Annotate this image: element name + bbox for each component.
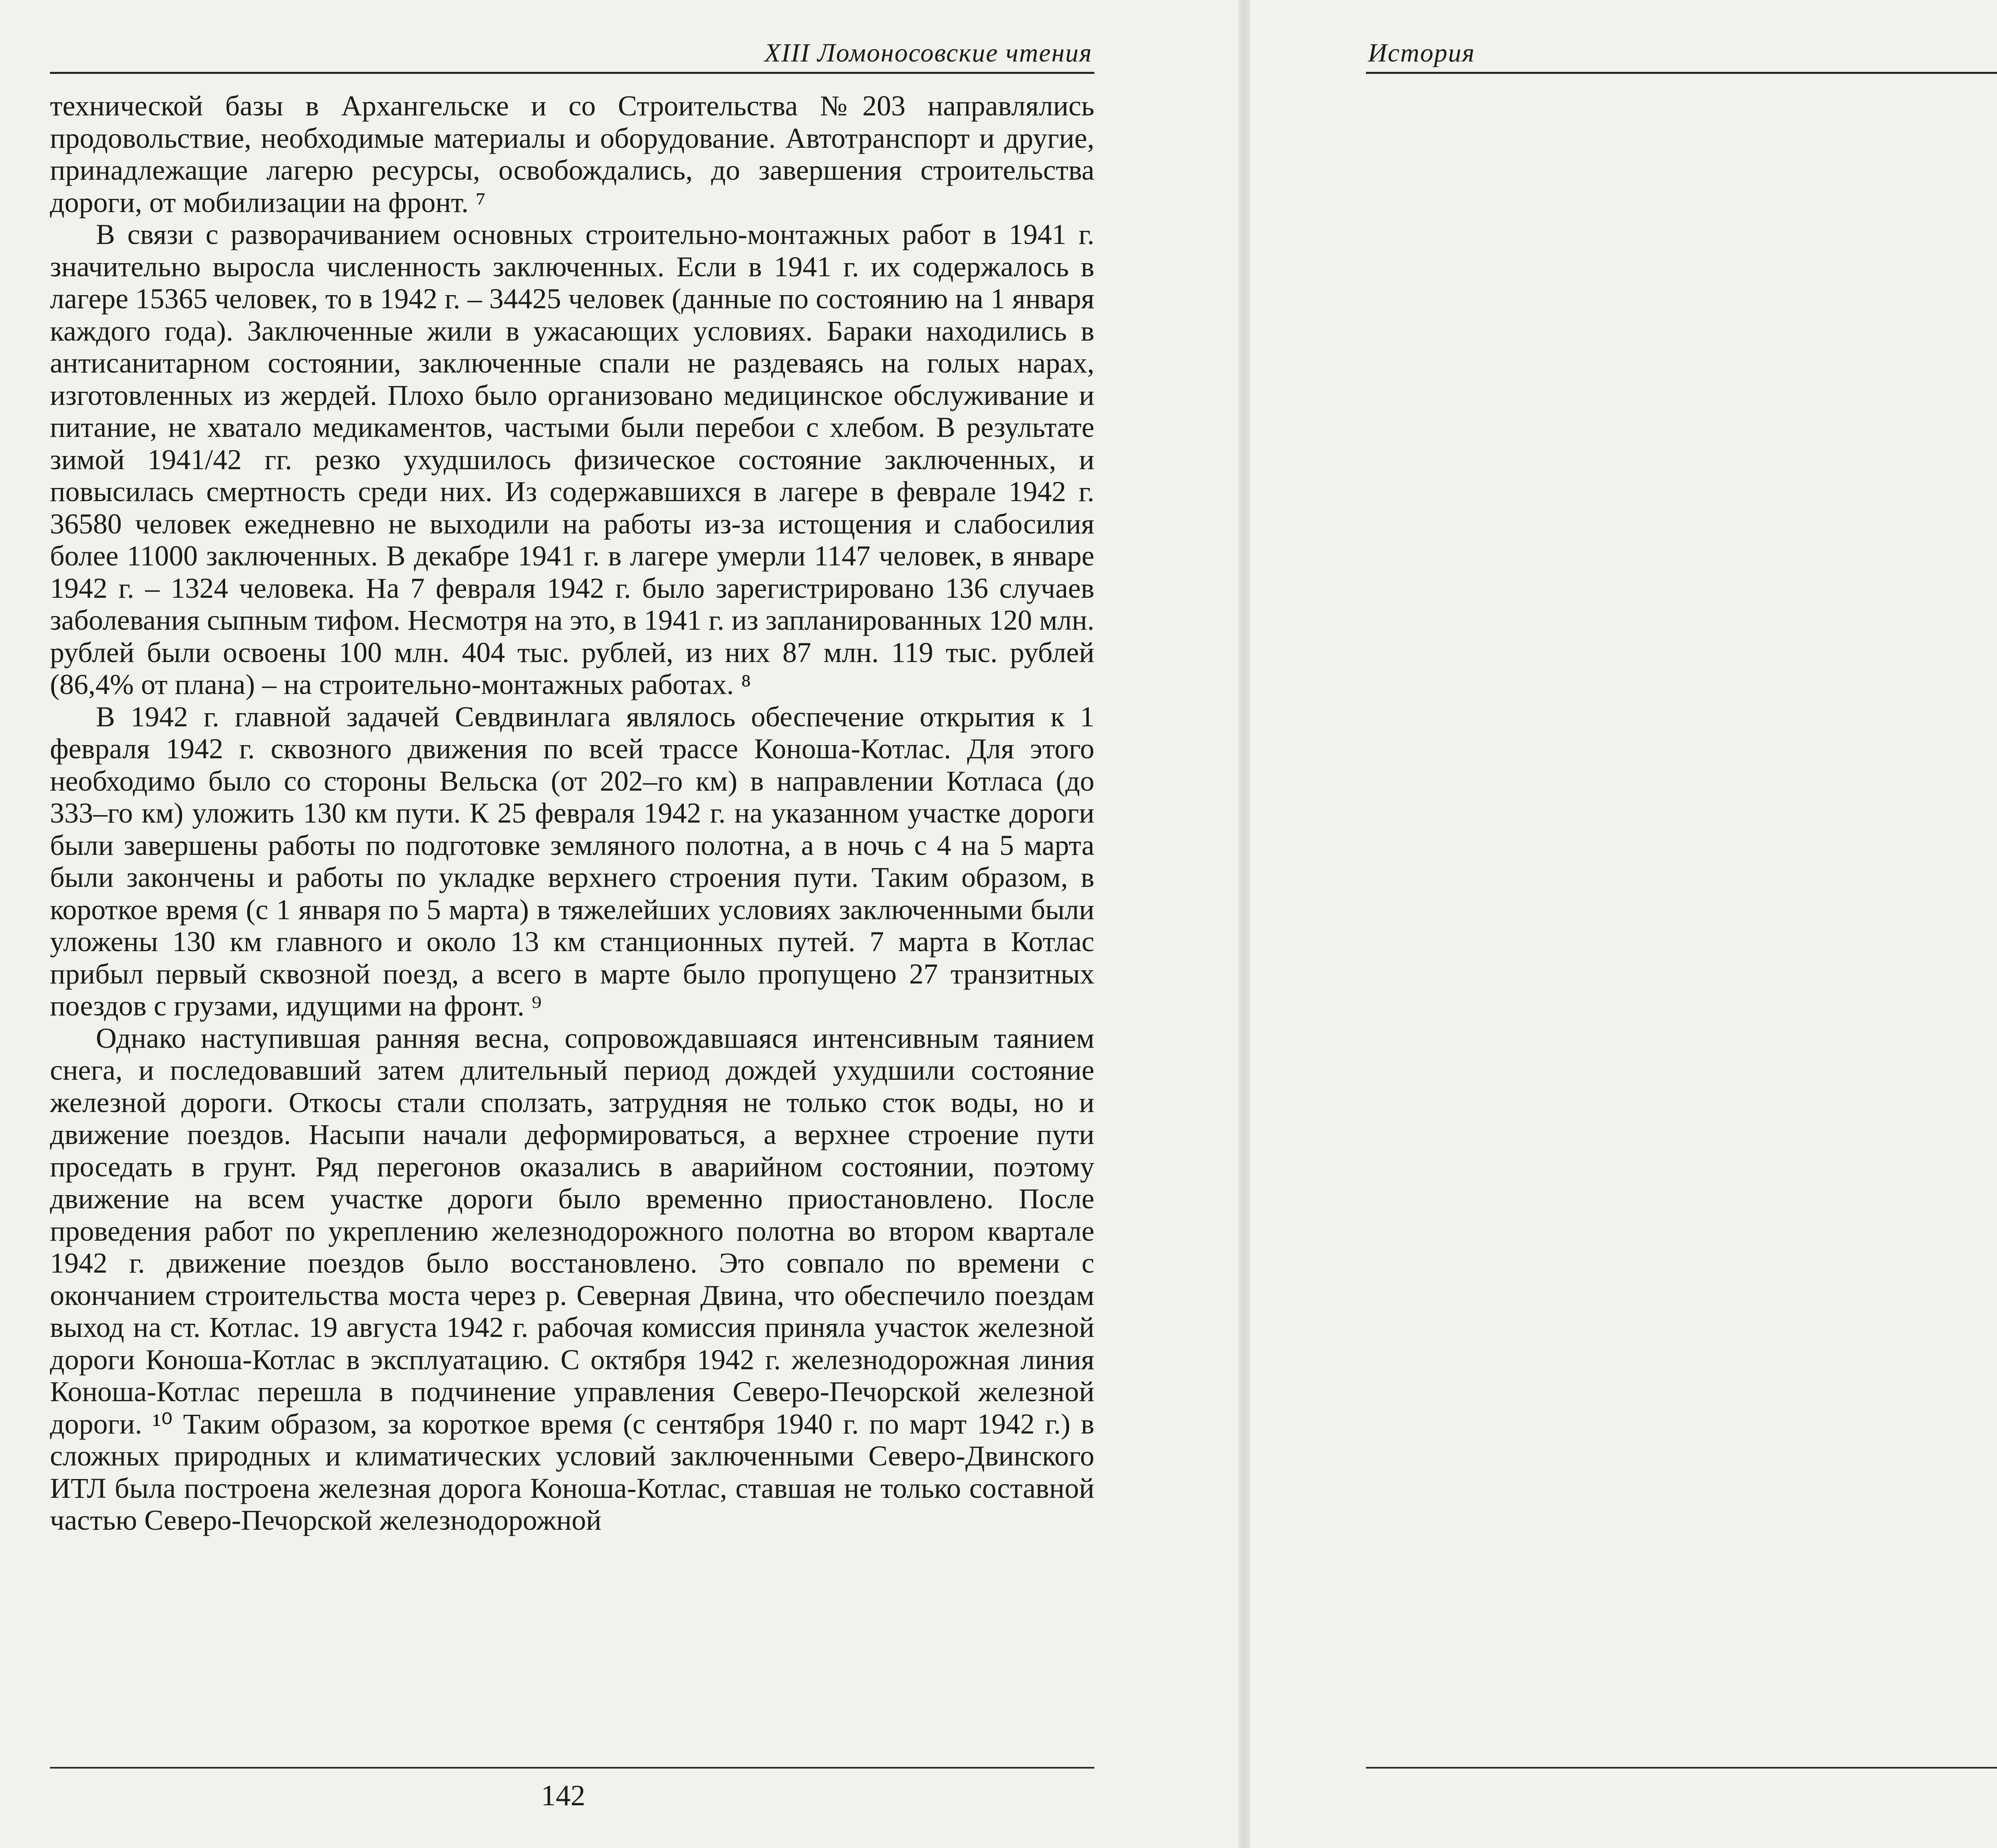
right-page [1244,0,1997,1848]
right-header-rule [1366,72,1997,74]
book-gutter [1238,0,1250,1848]
left-text-column [50,90,1094,1537]
left-running-head: XIII Ломоносовские чтения [764,38,1092,67]
paragraph: В связи с разворачиванием основных строительно-монтажных работ в 1941 г. значительно выросла численность заключенных. Если в 1941 г. их содержалось в лагере 15365 человек, то в 1942 г. – 34425 человек (данные по состоянию на 1 января каждого года). Заключенные жили в ужасающих условиях. Бараки находились в антисанитарном состоянии, заключенные спали не раздеваясь на голых нарах, изготовленных из жердей. Плохо было организовано медицинское обслуживание и питание, не хватало медикаментов, частыми были перебои с хлебом. В результате зимой 1941/42 гг. резко ухудшилось физическое состояние заключенных, и повысилась смертность среди них. Из содержавшихся в лагере в феврале 1942 г. 36580 человек ежедневно не выходили на работы из-за истощения и слабосилия более 11000 заключенных. В декабре 1941 г. в лагере умерли 1147 человек, в январе 1942 г. – 1324 человека. На 7 февраля 1942 г. было зарегистрировано 136 случаев заболевания сыпным тифом. Несмотря на это, в 1941 г. из запланированных 120 млн. рублей были освоены 100 млн. 404 тыс. рублей, из них 87 млн. 119 тыс. рублей (86,4% от плана) – на строительно-монтажных работах. ⁸ [50,218,1094,700]
left-footer-rule [50,1767,1094,1769]
paragraph: Однако наступившая ранняя весна, сопровождавшаяся интенсивным таянием снега, и последовавший затем длительный период дождей ухудшили состояние железной дороги. Откосы стали сползать, затрудняя не только сток воды, но и движение поездов. Насыпи начали деформироваться, а верхнее строение пути проседать в грунт. Ряд перегонов оказались в аварийном состоянии, поэтому движение на всем участке дороги было временно приостановлено. После проведения работ по укреплению железнодорожного полотна во втором квартале 1942 г. движение поездов было восстановлено. Это совпало по времени с окончанием строительства моста через р. Северная Двина, что обеспечило поездам выход на ст. Котлас. 19 августа 1942 г. рабочая комиссия приняла участок железной дороги Коноша-Котлас в эксплуатацию. С октября 1942 г. железнодорожная линия Коноша-Котлас перешла в подчинение управления Северо-Печорской железной дороги. ¹⁰ Таким образом, за короткое время (с сентября 1940 г. по март 1942 г.) в сложных природных и климатических условий заключенными Северо-Двинского ИТЛ была построена железная дорога Коноша-Котлас, ставшая не только составной частью Северо-Печорской железнодорожной [50,1022,1094,1536]
paragraph: В 1942 г. главной задачей Севдвинлага являлось обеспечение открытия к 1 февраля 1942 г. сквозного движения по всей трассе Коноша-Котлас. Для этого необходимо было со стороны Вельска (от 202–го км) в направлении Котласа (до 333–го км) уложить 130 км пути. К 25 февраля 1942 г. на указанном участке дороги были завершены работы по подготовке земляного полотна, а в ночь с 4 на 5 марта были закончены и работы по укладке верхнего строения пути. Таким образом, в короткое время (с 1 января по 5 марта) в тяжелейших условиях заключенными были уложены 130 км главного и около 13 км станционных путей. 7 марта в Котлас прибыл первый сквозной поезд, а всего в марте было пропущено 27 транзитных поездов с грузами, идущими на фронт. ⁹ [50,700,1094,1022]
right-running-head: История [1368,38,1475,67]
right-footer-rule [1366,1767,1997,1769]
paragraph: технической базы в Архангельске и со Строительства №203 направлялись продовольствие, необходимые материалы и оборудование. Автотранспорт и другие, принадлежащие лагерю ресурсы, освобождались, до завершения строительства дороги, от мобилизации на фронт. ⁷ [50,90,1094,218]
left-page-number: 142 [541,1779,586,1812]
left-header-rule [50,72,1094,74]
